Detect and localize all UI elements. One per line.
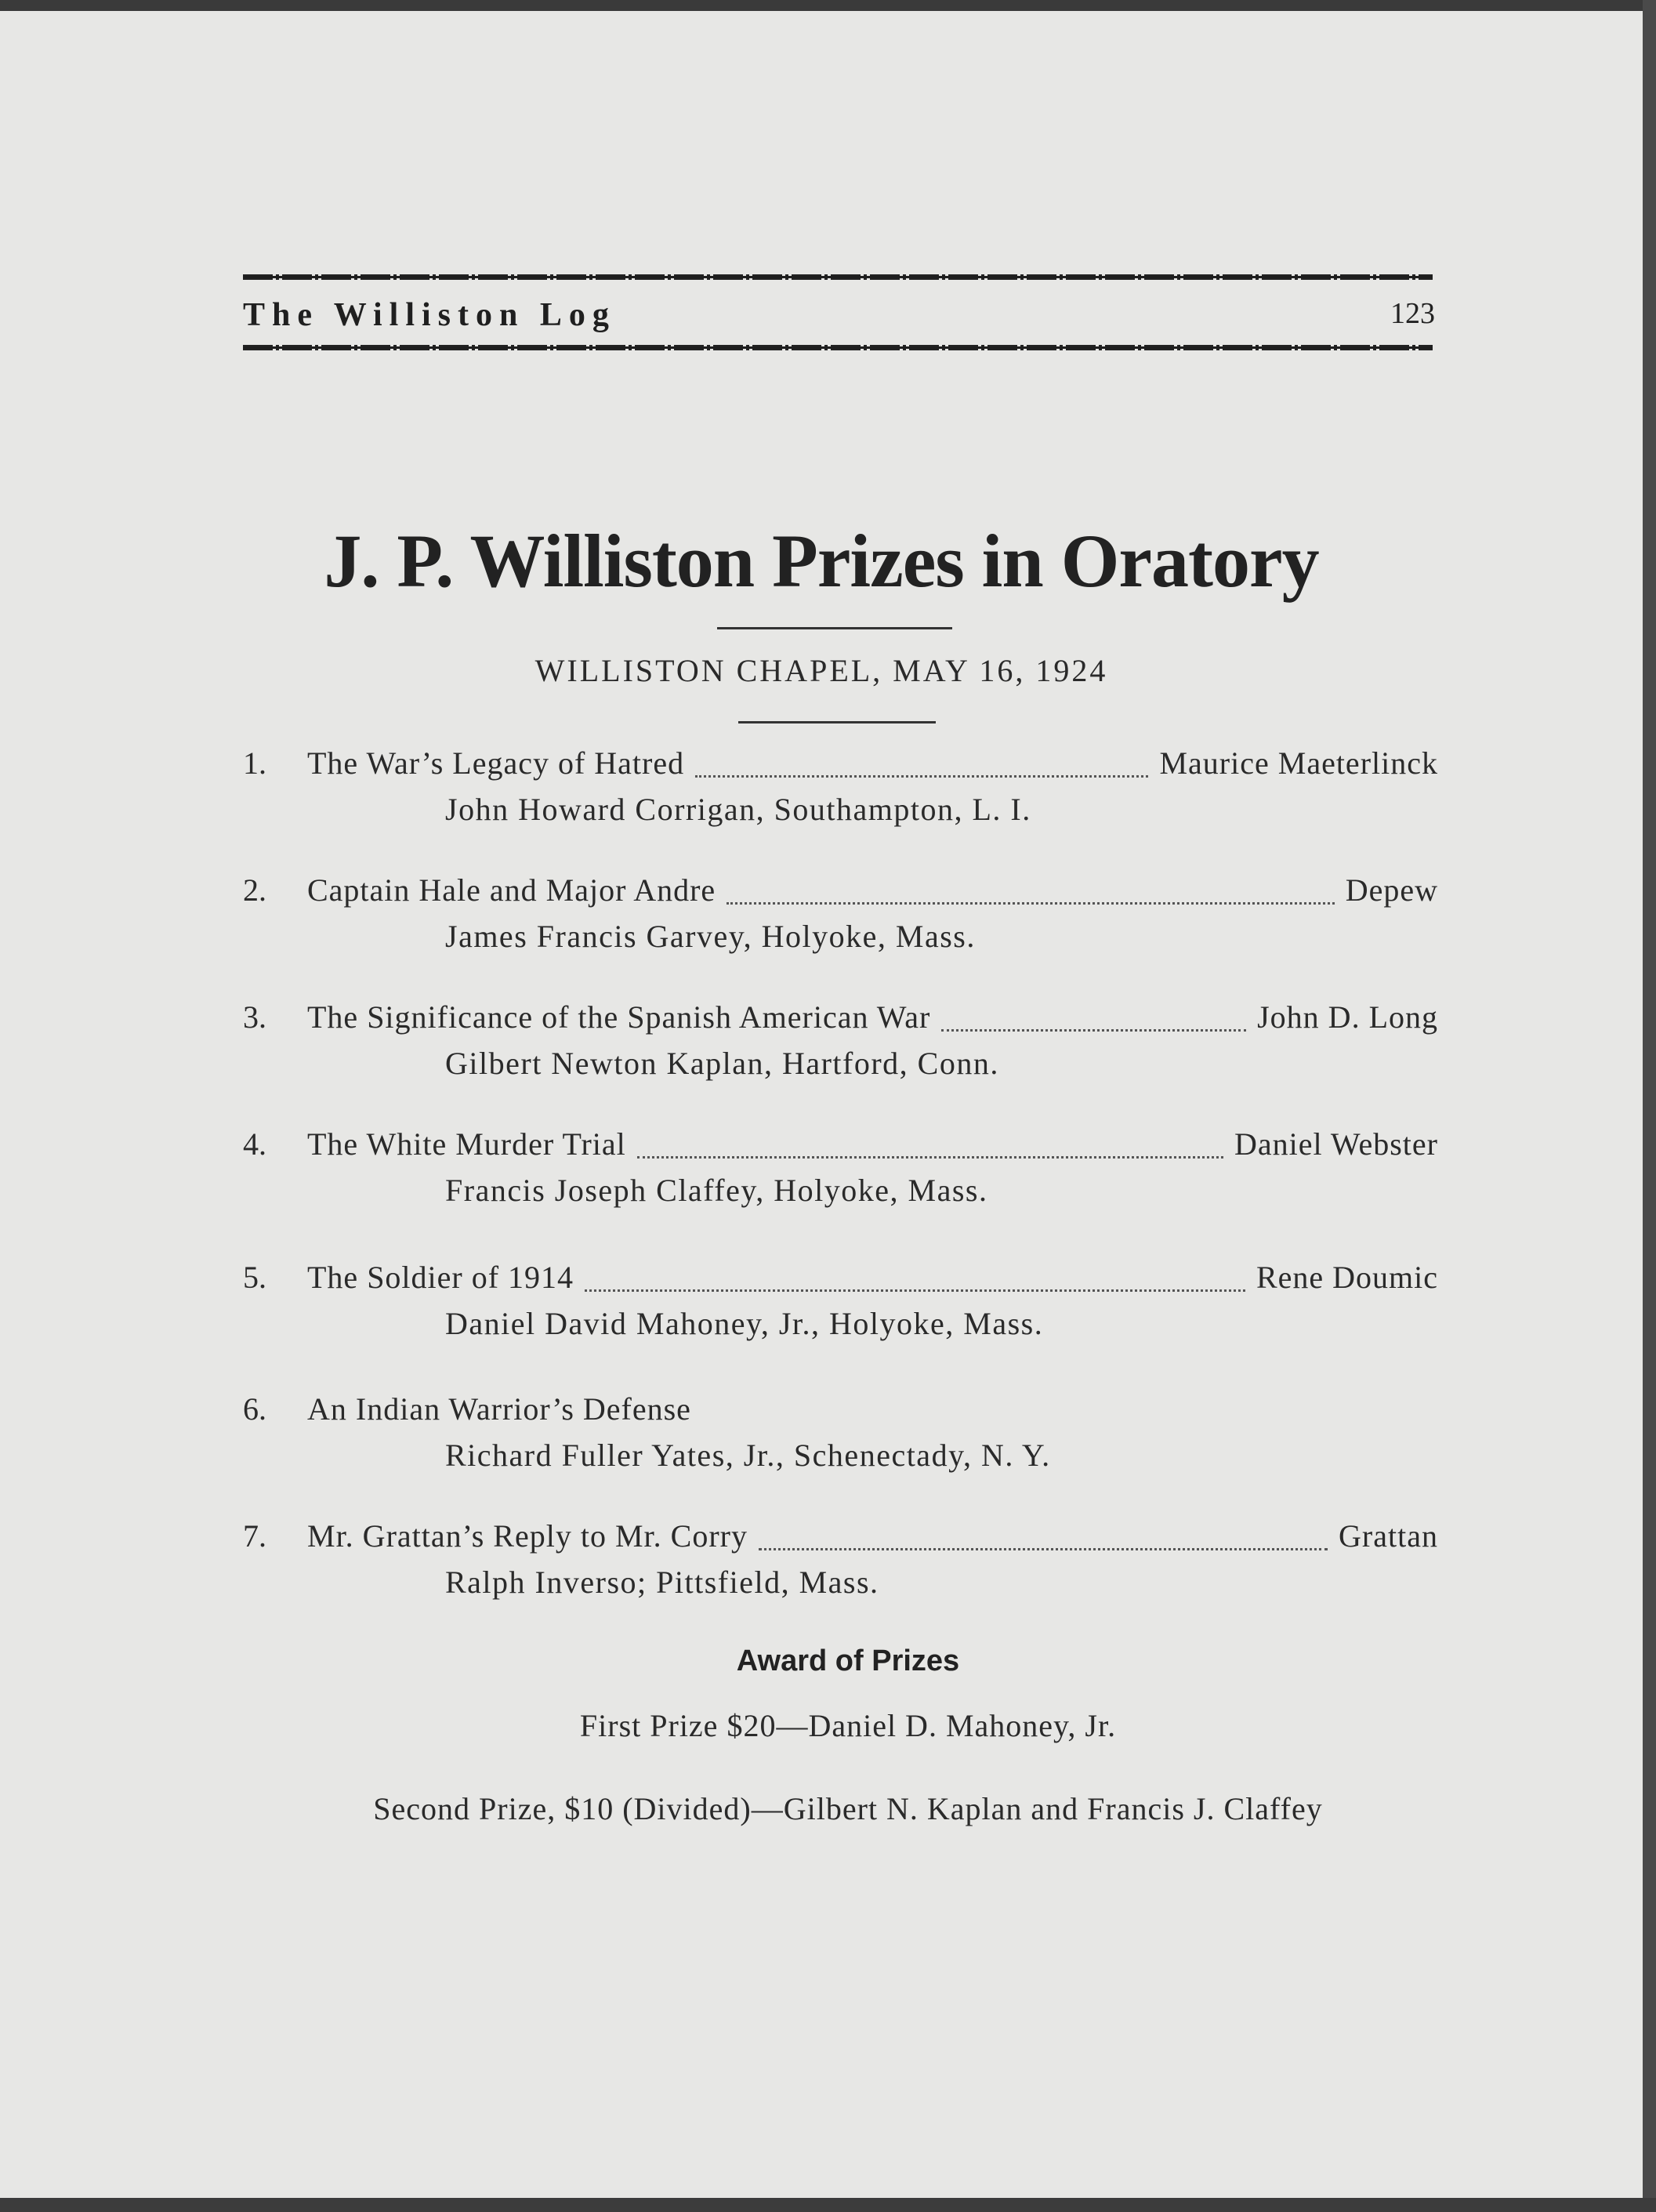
- dot-leader: [695, 755, 1148, 778]
- speech-author: John D. Long: [1257, 999, 1438, 1035]
- program-entry: [243, 745, 1438, 832]
- scan-edge-right: [1643, 0, 1656, 2212]
- speaker-name: John Howard Corrigan, Southampton, L. I.: [445, 792, 1031, 827]
- awards-heading: Award of Prizes: [736, 1644, 960, 1677]
- speech-author: Daniel Webster: [1234, 1126, 1438, 1162]
- speech-author: Depew: [1345, 872, 1438, 908]
- event-subtitle: WILLISTON CHAPEL, MAY 16, 1924: [534, 653, 1108, 688]
- entry-number: 3.: [243, 999, 266, 1035]
- program-entry: [243, 1126, 1438, 1213]
- scan-edge-bottom: [0, 2198, 1656, 2212]
- entry-number: 4.: [243, 1126, 266, 1162]
- dot-leader: [727, 882, 1335, 905]
- speech-author: Rene Doumic: [1256, 1260, 1438, 1295]
- program-entry: [243, 872, 1438, 959]
- title-divider: [717, 627, 952, 629]
- speech-title: The War’s Legacy of Hatred: [307, 745, 685, 781]
- speech-title: The Significance of the Spanish American War: [307, 999, 931, 1035]
- dot-leader: [637, 1136, 1223, 1159]
- speech-title: The White Murder Trial: [307, 1126, 626, 1162]
- entry-number: 2.: [243, 872, 266, 908]
- speaker-name: Ralph Inverso; Pittsfield, Mass.: [445, 1565, 879, 1600]
- program-entry: [243, 1259, 1438, 1347]
- speaker-name: Francis Joseph Claffey, Holyoke, Mass.: [445, 1173, 988, 1208]
- entry-number: 1.: [243, 745, 266, 781]
- program-entry: [243, 999, 1438, 1086]
- program-entry: [243, 1518, 1438, 1605]
- header-top-rule: [243, 274, 1433, 280]
- subtitle-divider: [738, 721, 936, 723]
- first-prize: First Prize $20—Daniel D. Mahoney, Jr.: [579, 1708, 1117, 1743]
- second-prize: Second Prize, $10 (Divided)—Gilbert N. Kaplan and Francis J. Claffey: [373, 1791, 1323, 1826]
- dot-leader: [941, 1009, 1246, 1032]
- speech-title: An Indian Warrior’s Defense: [307, 1391, 691, 1427]
- running-title: The Williston Log: [243, 297, 616, 333]
- speaker-name: James Francis Garvey, Holyoke, Mass.: [445, 919, 976, 954]
- document-page: [0, 11, 1643, 2198]
- header-bottom-rule: [243, 345, 1433, 350]
- page-number: 123: [1390, 297, 1435, 330]
- speech-title: Captain Hale and Major Andre: [307, 872, 716, 908]
- speech-title: The Soldier of 1914: [307, 1260, 574, 1295]
- dot-leader: [585, 1269, 1245, 1292]
- dot-leader: [759, 1528, 1328, 1550]
- speech-title: Mr. Grattan’s Reply to Mr. Corry: [307, 1518, 748, 1554]
- speaker-name: Richard Fuller Yates, Jr., Schenectady, N. Y.: [445, 1438, 1051, 1473]
- entry-number: 5.: [243, 1260, 266, 1295]
- speaker-name: Daniel David Mahoney, Jr., Holyoke, Mass.: [445, 1306, 1044, 1341]
- entry-number: 6.: [243, 1391, 266, 1427]
- speech-author: Maurice Maeterlinck: [1159, 745, 1438, 781]
- speaker-name: Gilbert Newton Kaplan, Hartford, Conn.: [445, 1046, 999, 1081]
- program-entry: [243, 1391, 1438, 1478]
- page-title: J. P. Williston Prizes in Oratory: [324, 519, 1319, 603]
- speech-author: Grattan: [1339, 1518, 1438, 1554]
- entry-number: 7.: [243, 1518, 266, 1554]
